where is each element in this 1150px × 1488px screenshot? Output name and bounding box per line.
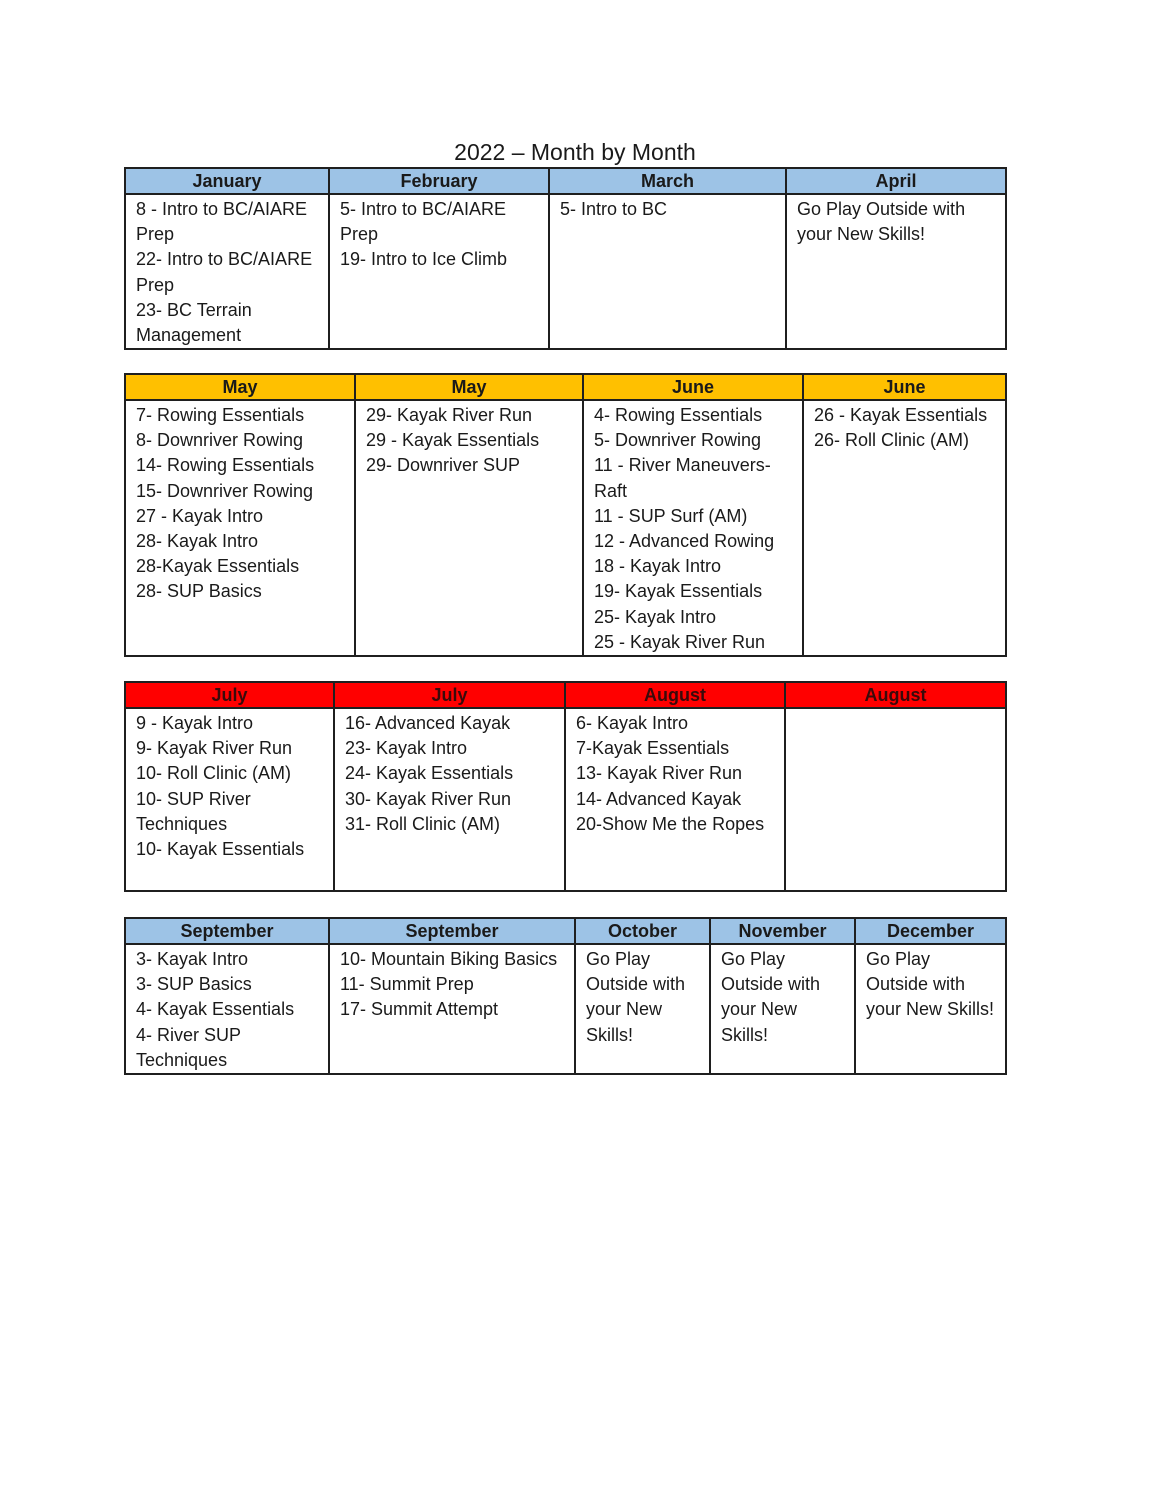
month-header: May xyxy=(125,374,355,400)
event-entry: 7- Rowing Essentials xyxy=(136,405,305,425)
calendar-table-may-jun xyxy=(124,373,1007,657)
month-header: April xyxy=(786,168,1006,194)
month-header: August xyxy=(565,682,785,708)
month-header: September xyxy=(329,918,575,944)
event-entry: 9- Kayak River Run xyxy=(136,738,293,759)
month-cell xyxy=(355,400,583,656)
calendar-table-jan-apr xyxy=(124,167,1007,350)
event-entry: 5- Downriver Rowing xyxy=(594,430,762,451)
month-cell xyxy=(803,400,1006,656)
event-entry: 6- Kayak Intro xyxy=(576,713,689,733)
event-entry: Go Play Outside with your New Skills! xyxy=(586,949,686,1045)
event-entry: 15- Downriver Rowing xyxy=(136,480,314,501)
month-header: August xyxy=(785,682,1006,708)
event-entry: 30- Kayak River Run xyxy=(345,788,512,809)
month-header: November xyxy=(710,918,855,944)
event-entry: 18 - Kayak Intro xyxy=(594,556,722,577)
event-entry: 3- SUP Basics xyxy=(136,974,252,995)
month-cell xyxy=(125,708,334,891)
month-cell xyxy=(855,944,1006,1074)
event-entry: 19- Kayak Essentials xyxy=(594,581,763,602)
event-entry: 8- Downriver Rowing xyxy=(136,430,304,451)
event-entry: 10- Kayak Essentials xyxy=(136,839,305,860)
event-entry: 28- Kayak Intro xyxy=(136,531,259,552)
event-entry: 7-Kayak Essentials xyxy=(576,738,730,759)
event-entry: 8 - Intro to BC/AIARE Prep xyxy=(136,199,308,245)
event-entry: 25- Kayak Intro xyxy=(594,606,717,627)
event-entry: 25 - Kayak River Run xyxy=(594,631,766,652)
month-header: July xyxy=(334,682,565,708)
month-cell xyxy=(565,708,785,891)
month-cell xyxy=(575,944,710,1074)
event-entry: 14- Rowing Essentials xyxy=(136,455,315,476)
month-header: June xyxy=(583,374,803,400)
month-cell xyxy=(125,944,329,1074)
event-entry: 31- Roll Clinic (AM) xyxy=(345,813,501,834)
month-header: January xyxy=(125,168,329,194)
month-header: June xyxy=(803,374,1006,400)
event-entry: 29 - Kayak Essentials xyxy=(366,430,540,451)
event-entry: 22- Intro to BC/AIARE Prep xyxy=(136,249,313,295)
event-entry: 26 - Kayak Essentials xyxy=(814,405,988,425)
page-title: 2022 – Month by Month xyxy=(454,139,696,165)
event-entry: 27 - Kayak Intro xyxy=(136,505,264,526)
month-header: July xyxy=(125,682,334,708)
month-header: December xyxy=(855,918,1006,944)
event-entry: 28- SUP Basics xyxy=(136,581,262,602)
event-entry: 9 - Kayak Intro xyxy=(136,713,254,733)
event-entry: Go Play Outside with your New Skills! xyxy=(866,949,995,1020)
event-entry: 11 - SUP Surf (AM) xyxy=(594,505,748,526)
event-entry: 29- Kayak River Run xyxy=(366,405,533,425)
event-entry: 5- Intro to BC xyxy=(560,199,668,219)
month-cell xyxy=(785,708,1006,891)
month-header: October xyxy=(575,918,710,944)
event-entry: 14- Advanced Kayak xyxy=(576,788,742,809)
event-entry: 28-Kayak Essentials xyxy=(136,556,300,577)
event-entry: 19- Intro to Ice Climb xyxy=(340,249,508,270)
event-entry: 23- BC Terrain Management xyxy=(136,299,252,346)
month-header: February xyxy=(329,168,549,194)
event-entry: 20-Show Me the Ropes xyxy=(576,813,765,834)
month-cell xyxy=(786,194,1006,349)
event-entry: 29- Downriver SUP xyxy=(366,455,521,476)
event-entry: 12 - Advanced Rowing xyxy=(594,531,775,552)
event-entry: 23- Kayak Intro xyxy=(345,738,468,759)
event-entry: 16- Advanced Kayak xyxy=(345,713,511,733)
event-entry: 4- Kayak Essentials xyxy=(136,999,295,1020)
event-entry: 4- Rowing Essentials xyxy=(594,405,763,425)
month-header: May xyxy=(355,374,583,400)
event-entry: Go Play Outside with your New Skills! xyxy=(721,949,821,1045)
event-entry: 10- SUP River Techniques xyxy=(136,788,251,834)
event-entry: 11 - River Maneuvers-Raft xyxy=(594,455,771,501)
month-cell xyxy=(329,944,575,1074)
month-header: September xyxy=(125,918,329,944)
event-entry: 24- Kayak Essentials xyxy=(345,763,514,784)
event-entry: 13- Kayak River Run xyxy=(576,763,743,784)
month-cell xyxy=(125,194,329,349)
month-cell xyxy=(549,194,786,349)
event-entry: 11- Summit Prep xyxy=(340,974,474,995)
event-entry: Go Play Outside with your New Skills! xyxy=(797,199,966,245)
event-entry: 17- Summit Attempt xyxy=(340,999,499,1020)
month-cell xyxy=(334,708,565,891)
event-entry: 10- Roll Clinic (AM) xyxy=(136,763,292,784)
calendar-table-jul-aug xyxy=(124,681,1007,892)
event-entry: 26- Roll Clinic (AM) xyxy=(814,430,970,451)
calendar-table-sep-dec xyxy=(124,917,1007,1075)
month-cell xyxy=(710,944,855,1074)
event-entry: 4- River SUP Techniques xyxy=(136,1024,241,1070)
month-cell xyxy=(583,400,803,656)
month-cell xyxy=(125,400,355,656)
month-header: March xyxy=(549,168,786,194)
event-entry: 10- Mountain Biking Basics xyxy=(340,949,558,969)
month-cell xyxy=(329,194,549,349)
event-entry: 5- Intro to BC/AIARE Prep xyxy=(340,199,507,245)
event-entry: 3- Kayak Intro xyxy=(136,949,249,969)
